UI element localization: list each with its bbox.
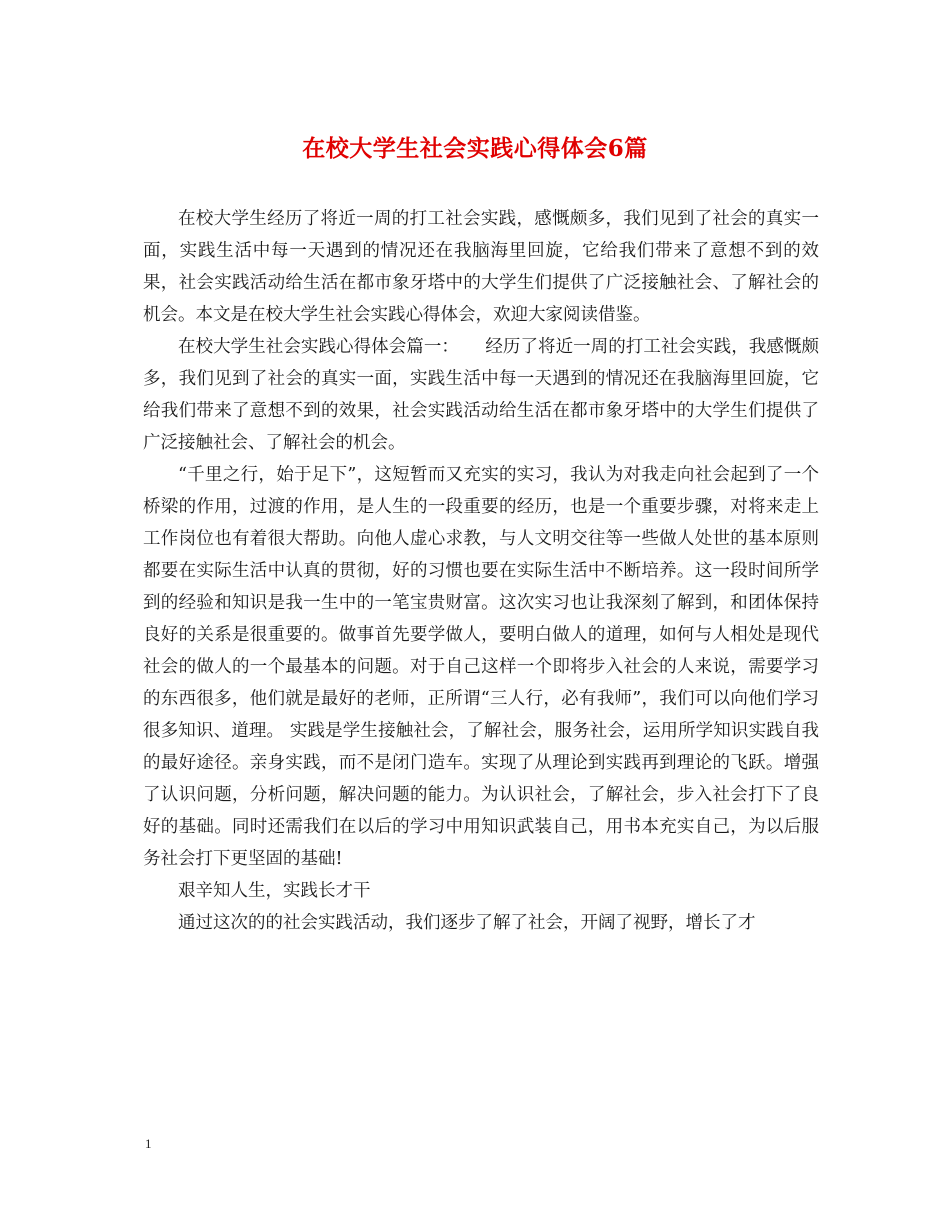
paragraph-continued: 通过这次的的社会实践活动，我们逐步了解了社会，开阔了视野，增长了才	[178, 913, 756, 933]
document-title: 在校大学生社会实践心得体会6篇	[302, 135, 648, 162]
paragraph-part-one: 在校大学生社会实践心得体会篇一： 经历了将近一周的打工社会实践，我感慨颇多，我们见到了社会的真实一面，实践生活中每一天遇到的情况还在我脑海里回旋，它给我们带来了意想不到的效果，社会实践活动给生活在都市象牙塔中的大学生们提供了广泛接触社会、了解社会的机会。	[143, 337, 819, 453]
paragraph-intro: 在校大学生经历了将近一周的打工社会实践，感慨颇多，我们见到了社会的真实一面，实践生活中每一天遇到的情况还在我脑海里回旋，它给我们带来了意想不到的效果，社会实践活动给生活在都市象牙塔中的大学生们提供了广泛接触社会、了解社会的机会。本文是在校大学生社会实践心得体会，欢迎大家阅读借鉴。	[143, 209, 819, 325]
paragraph-subheading: 艰辛知人生，实践长才干	[178, 881, 371, 901]
page-number: 1	[145, 1136, 152, 1151]
document-body	[143, 203, 819, 939]
paragraph-internship: “千里之行，始于足下”，这短暂而又充实的实习，我认为对我走向社会起到了一个桥梁的作用，过渡的作用，是人生的一段重要的经历，也是一个重要步骤，对将来走上工作岗位也有着很大帮助。向他人虚心求教，与人文明交往等一些做人处世的基本原则都要在实际生活中认真的贯彻，好的习惯也要在实际生活中不断培养。这一段时间所学到的经验和知识是我一生中的一笔宝贵财富。这次实习也让我深刻了解到，和团体保持良好的关系是很重要的。做事首先要学做人，要明白做人的道理，如何与人相处是现代社会的做人的一个最基本的问题。对于自己这样一个即将步入社会的人来说，需要学习的东西很多，他们就是最好的老师，正所谓“三人行，必有我师”，我们可以向他们学习很多知识、道理。 实践是学生接触社会，了解社会，服务社会，运用所学知识实践自我的最好途径。亲身实践，而不是闭门造车。实现了从理论到实践再到理论的飞跃。增强了认识问题，分析问题，解决问题的能力。为认识社会，了解社会，步入社会打下了良好的基础。同时还需我们在以后的学习中用知识武装自己，用书本充实自己，为以后服务社会打下更坚固的基础!	[143, 465, 819, 869]
